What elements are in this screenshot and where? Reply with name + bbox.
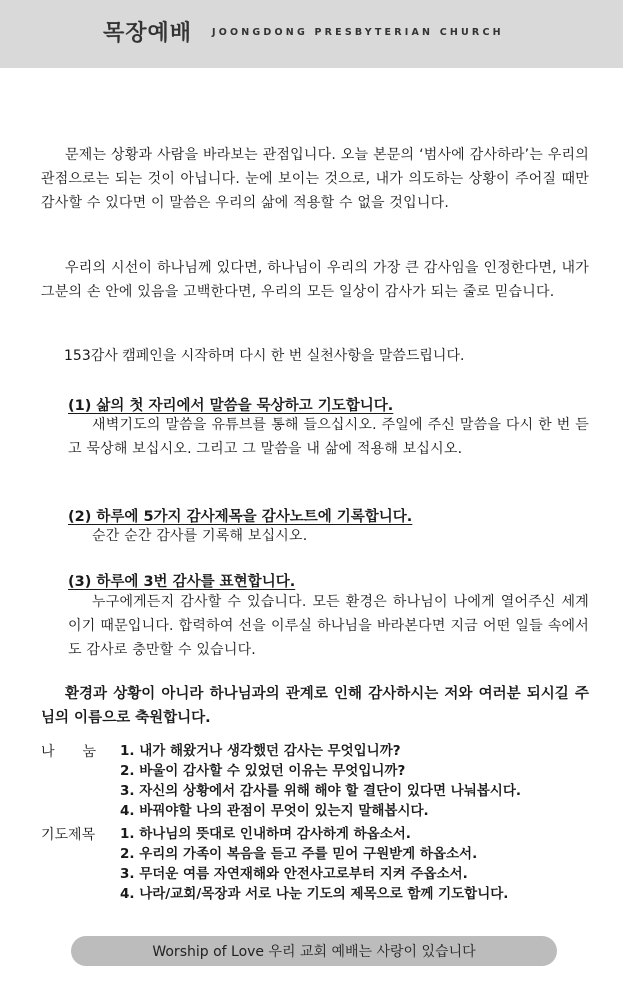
prayer-item: 2. 우리의 가족이 복음을 듣고 주를 믿어 구원받게 하옵소서. — [120, 846, 478, 862]
header-subtitle: JOONGDONG PRESBYTERIAN CHURCH — [212, 27, 504, 38]
prayer-item: 1. 하나님의 뜻대로 인내하며 감사하게 하옵소서. — [120, 826, 411, 842]
blessing-paragraph: 환경과 상황이 아니라 하나님과의 관계로 인해 감사하시는 저와 여러분 되시길 주님의 이름으로 축원합니다. — [41, 686, 589, 726]
header-title: 목장예배 — [103, 21, 193, 46]
prayer-label: 기도제목 — [41, 827, 96, 843]
practice-1-heading: (1) 삶의 첫 자리에서 말씀을 묵상하고 기도합니다. — [68, 398, 394, 414]
page-header — [0, 0, 623, 68]
practice-2-heading: (2) 하루에 5가지 감사제목을 감사노트에 기록합니다. — [68, 509, 413, 525]
sharing-item: 3. 자신의 상황에서 감사를 위해 해야 할 결단이 있다면 나눠봅시다. — [120, 783, 522, 799]
practice-3-heading: (3) 하루에 3번 감사를 표현합니다. — [68, 574, 296, 590]
practice-3-text: 누구에게든지 감사할 수 있습니다. 모든 환경은 하나님이 나에게 열어주신 세계이기 때문입니다. 합력하여 선을 이루실 하나님을 바라본다면 지금 어떤 일들 속에서도 감사로 충만할 수 있습니다. — [68, 594, 589, 658]
prayer-item: 3. 무더운 여름 자연재해와 안전사고로부터 지켜 주옵소서. — [120, 866, 468, 882]
sharing-item: 4. 바꿔야할 나의 관점이 무엇이 있는지 말해봅시다. — [120, 803, 429, 819]
prayer-item: 4. 나라/교회/목장과 서로 나눈 기도의 제목으로 함께 기도합니다. — [120, 886, 509, 902]
sharing-item: 2. 바울이 감사할 수 있었던 이유는 무엇입니까? — [120, 763, 406, 779]
practice-2-text: 순간 순간 감사를 기록해 보십시오. — [92, 528, 308, 544]
prayer-list — [120, 824, 508, 904]
paragraph-1: 문제는 상황과 사람을 바라보는 관점입니다. 오늘 본문의 ‘범사에 감사하라’는 우리의 관점으로는 되는 것이 아닙니다. 눈에 보이는 것으로, 내가 의도하는 상황이 주어질 때만 감사할 수 있다면 이 말씀은 우리의 삶에 적용할 수 없을 것입니다. — [41, 147, 589, 211]
campaign-intro: 153감사 캠페인을 시작하며 다시 한 번 실천사항을 말씀드립니다. — [64, 348, 465, 364]
sharing-item: 1. 내가 해왔거나 생각했던 감사는 무엇입니까? — [120, 743, 401, 759]
practice-1-text: 새벽기도의 말씀을 유튜브를 통해 들으십시오. 주일에 주신 말씀을 다시 한 번 듣고 묵상해 보십시오. 그리고 그 말씀을 내 삶에 적용해 보십시오. — [68, 417, 589, 457]
footer-banner: Worship of Love 우리 교회 예배는 사랑이 있습니다 — [71, 936, 557, 966]
paragraph-2: 우리의 시선이 하나님께 있다면, 하나님이 우리의 가장 큰 감사임을 인정한다면, 내가 그분의 손 안에 있음을 고백한다면, 우리의 모든 일상이 감사가 되는 줄로 믿습니다. — [41, 260, 589, 300]
sharing-label: 나 눔 — [41, 744, 97, 760]
sharing-list — [120, 741, 521, 821]
